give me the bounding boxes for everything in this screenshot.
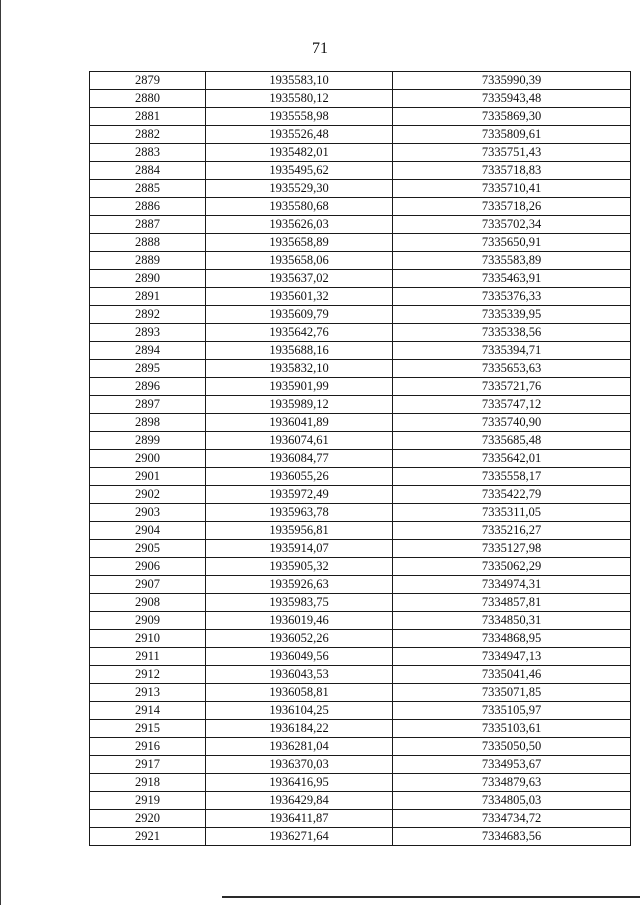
y-coordinate-cell: 7334974,31 [393, 576, 631, 594]
x-coordinate-cell: 1936281,04 [206, 738, 393, 756]
point-number-cell: 2886 [90, 198, 206, 216]
y-coordinate-cell: 7335376,33 [393, 288, 631, 306]
y-coordinate-cell: 7335127,98 [393, 540, 631, 558]
point-number-cell: 2881 [90, 108, 206, 126]
coordinates-table [89, 71, 631, 846]
x-coordinate-cell: 1935905,32 [206, 558, 393, 576]
table-row [90, 432, 631, 450]
point-number-cell: 2898 [90, 414, 206, 432]
y-coordinate-cell: 7334850,31 [393, 612, 631, 630]
x-coordinate-cell: 1935626,03 [206, 216, 393, 234]
x-coordinate-cell: 1936049,56 [206, 648, 393, 666]
table-row [90, 540, 631, 558]
point-number-cell: 2914 [90, 702, 206, 720]
y-coordinate-cell: 7334805,03 [393, 792, 631, 810]
table-row [90, 450, 631, 468]
table-row [90, 252, 631, 270]
y-coordinate-cell: 7335710,41 [393, 180, 631, 198]
table-row [90, 612, 631, 630]
y-coordinate-cell: 7335869,30 [393, 108, 631, 126]
point-number-cell: 2910 [90, 630, 206, 648]
x-coordinate-cell: 1935983,75 [206, 594, 393, 612]
y-coordinate-cell: 7334734,72 [393, 810, 631, 828]
x-coordinate-cell: 1936184,22 [206, 720, 393, 738]
table-row [90, 360, 631, 378]
table-row [90, 720, 631, 738]
table-row [90, 108, 631, 126]
table-row [90, 810, 631, 828]
x-coordinate-cell: 1936052,26 [206, 630, 393, 648]
table-row [90, 558, 631, 576]
x-coordinate-cell: 1936370,03 [206, 756, 393, 774]
x-coordinate-cell: 1936104,25 [206, 702, 393, 720]
table-row [90, 594, 631, 612]
table-row [90, 666, 631, 684]
x-coordinate-cell: 1935658,06 [206, 252, 393, 270]
table-row [90, 306, 631, 324]
y-coordinate-cell: 7335809,61 [393, 126, 631, 144]
point-number-cell: 2903 [90, 504, 206, 522]
y-coordinate-cell: 7335943,48 [393, 90, 631, 108]
y-coordinate-cell: 7335558,17 [393, 468, 631, 486]
point-number-cell: 2883 [90, 144, 206, 162]
y-coordinate-cell: 7335747,12 [393, 396, 631, 414]
page-number: 71 [312, 40, 328, 57]
point-number-cell: 2918 [90, 774, 206, 792]
point-number-cell: 2895 [90, 360, 206, 378]
x-coordinate-cell: 1935642,76 [206, 324, 393, 342]
x-coordinate-cell: 1935583,10 [206, 72, 393, 90]
y-coordinate-cell: 7335718,26 [393, 198, 631, 216]
table-row [90, 162, 631, 180]
point-number-cell: 2888 [90, 234, 206, 252]
table-row [90, 90, 631, 108]
y-coordinate-cell: 7334947,13 [393, 648, 631, 666]
table-row [90, 234, 631, 252]
y-coordinate-cell: 7335062,29 [393, 558, 631, 576]
x-coordinate-cell: 1935637,02 [206, 270, 393, 288]
x-coordinate-cell: 1935989,12 [206, 396, 393, 414]
y-coordinate-cell: 7335338,56 [393, 324, 631, 342]
x-coordinate-cell: 1935972,49 [206, 486, 393, 504]
y-coordinate-cell: 7334683,56 [393, 828, 631, 846]
table-row [90, 342, 631, 360]
point-number-cell: 2900 [90, 450, 206, 468]
point-number-cell: 2915 [90, 720, 206, 738]
y-coordinate-cell: 7335071,85 [393, 684, 631, 702]
x-coordinate-cell: 1936084,77 [206, 450, 393, 468]
table-row [90, 468, 631, 486]
y-coordinate-cell: 7335721,76 [393, 378, 631, 396]
x-coordinate-cell: 1935558,98 [206, 108, 393, 126]
x-coordinate-cell: 1936019,46 [206, 612, 393, 630]
point-number-cell: 2884 [90, 162, 206, 180]
table-row [90, 486, 631, 504]
point-number-cell: 2908 [90, 594, 206, 612]
point-number-cell: 2891 [90, 288, 206, 306]
x-coordinate-cell: 1936043,53 [206, 666, 393, 684]
table-row [90, 72, 631, 90]
table-row [90, 576, 631, 594]
x-coordinate-cell: 1936416,95 [206, 774, 393, 792]
table-row [90, 180, 631, 198]
table-row [90, 504, 631, 522]
point-number-cell: 2919 [90, 792, 206, 810]
x-coordinate-cell: 1935688,16 [206, 342, 393, 360]
y-coordinate-cell: 7335050,50 [393, 738, 631, 756]
x-coordinate-cell: 1935526,48 [206, 126, 393, 144]
x-coordinate-cell: 1935914,07 [206, 540, 393, 558]
table-row [90, 288, 631, 306]
point-number-cell: 2906 [90, 558, 206, 576]
y-coordinate-cell: 7335041,46 [393, 666, 631, 684]
x-coordinate-cell: 1935963,78 [206, 504, 393, 522]
point-number-cell: 2920 [90, 810, 206, 828]
point-number-cell: 2879 [90, 72, 206, 90]
x-coordinate-cell: 1935495,62 [206, 162, 393, 180]
x-coordinate-cell: 1935832,10 [206, 360, 393, 378]
point-number-cell: 2901 [90, 468, 206, 486]
y-coordinate-cell: 7335751,43 [393, 144, 631, 162]
point-number-cell: 2916 [90, 738, 206, 756]
point-number-cell: 2909 [90, 612, 206, 630]
coordinates-table-body [90, 72, 631, 846]
table-row [90, 792, 631, 810]
x-coordinate-cell: 1936058,81 [206, 684, 393, 702]
point-number-cell: 2880 [90, 90, 206, 108]
table-row [90, 144, 631, 162]
y-coordinate-cell: 7335583,89 [393, 252, 631, 270]
table-row [90, 774, 631, 792]
table-row [90, 522, 631, 540]
y-coordinate-cell: 7334857,81 [393, 594, 631, 612]
x-coordinate-cell: 1936429,84 [206, 792, 393, 810]
x-coordinate-cell: 1936041,89 [206, 414, 393, 432]
table-row [90, 414, 631, 432]
point-number-cell: 2913 [90, 684, 206, 702]
page-bottom-edge [222, 896, 640, 898]
table-row [90, 126, 631, 144]
y-coordinate-cell: 7335311,05 [393, 504, 631, 522]
y-coordinate-cell: 7334879,63 [393, 774, 631, 792]
point-number-cell: 2899 [90, 432, 206, 450]
point-number-cell: 2890 [90, 270, 206, 288]
point-number-cell: 2892 [90, 306, 206, 324]
y-coordinate-cell: 7335103,61 [393, 720, 631, 738]
point-number-cell: 2902 [90, 486, 206, 504]
table-row [90, 216, 631, 234]
point-number-cell: 2907 [90, 576, 206, 594]
x-coordinate-cell: 1936055,26 [206, 468, 393, 486]
y-coordinate-cell: 7335718,83 [393, 162, 631, 180]
table-row [90, 270, 631, 288]
x-coordinate-cell: 1935601,32 [206, 288, 393, 306]
y-coordinate-cell: 7334953,67 [393, 756, 631, 774]
y-coordinate-cell: 7335653,63 [393, 360, 631, 378]
y-coordinate-cell: 7335740,90 [393, 414, 631, 432]
point-number-cell: 2889 [90, 252, 206, 270]
point-number-cell: 2894 [90, 342, 206, 360]
x-coordinate-cell: 1935580,12 [206, 90, 393, 108]
table-row [90, 648, 631, 666]
x-coordinate-cell: 1936074,61 [206, 432, 393, 450]
point-number-cell: 2904 [90, 522, 206, 540]
y-coordinate-cell: 7335702,34 [393, 216, 631, 234]
y-coordinate-cell: 7335105,97 [393, 702, 631, 720]
point-number-cell: 2917 [90, 756, 206, 774]
table-row [90, 756, 631, 774]
table-row [90, 324, 631, 342]
x-coordinate-cell: 1936271,64 [206, 828, 393, 846]
x-coordinate-cell: 1935956,81 [206, 522, 393, 540]
point-number-cell: 2893 [90, 324, 206, 342]
y-coordinate-cell: 7335642,01 [393, 450, 631, 468]
y-coordinate-cell: 7335650,91 [393, 234, 631, 252]
table-row [90, 702, 631, 720]
point-number-cell: 2905 [90, 540, 206, 558]
table-row [90, 684, 631, 702]
page-left-edge [0, 0, 1, 905]
x-coordinate-cell: 1935529,30 [206, 180, 393, 198]
point-number-cell: 2896 [90, 378, 206, 396]
x-coordinate-cell: 1935482,01 [206, 144, 393, 162]
table-row [90, 828, 631, 846]
y-coordinate-cell: 7334868,95 [393, 630, 631, 648]
x-coordinate-cell: 1936411,87 [206, 810, 393, 828]
point-number-cell: 2882 [90, 126, 206, 144]
x-coordinate-cell: 1935580,68 [206, 198, 393, 216]
point-number-cell: 2921 [90, 828, 206, 846]
point-number-cell: 2911 [90, 648, 206, 666]
table-row [90, 378, 631, 396]
y-coordinate-cell: 7335216,27 [393, 522, 631, 540]
y-coordinate-cell: 7335990,39 [393, 72, 631, 90]
y-coordinate-cell: 7335422,79 [393, 486, 631, 504]
x-coordinate-cell: 1935901,99 [206, 378, 393, 396]
y-coordinate-cell: 7335685,48 [393, 432, 631, 450]
y-coordinate-cell: 7335463,91 [393, 270, 631, 288]
point-number-cell: 2897 [90, 396, 206, 414]
table-row [90, 630, 631, 648]
table-row [90, 198, 631, 216]
y-coordinate-cell: 7335394,71 [393, 342, 631, 360]
point-number-cell: 2912 [90, 666, 206, 684]
point-number-cell: 2887 [90, 216, 206, 234]
table-row [90, 738, 631, 756]
x-coordinate-cell: 1935658,89 [206, 234, 393, 252]
y-coordinate-cell: 7335339,95 [393, 306, 631, 324]
x-coordinate-cell: 1935926,63 [206, 576, 393, 594]
table-row [90, 396, 631, 414]
x-coordinate-cell: 1935609,79 [206, 306, 393, 324]
point-number-cell: 2885 [90, 180, 206, 198]
